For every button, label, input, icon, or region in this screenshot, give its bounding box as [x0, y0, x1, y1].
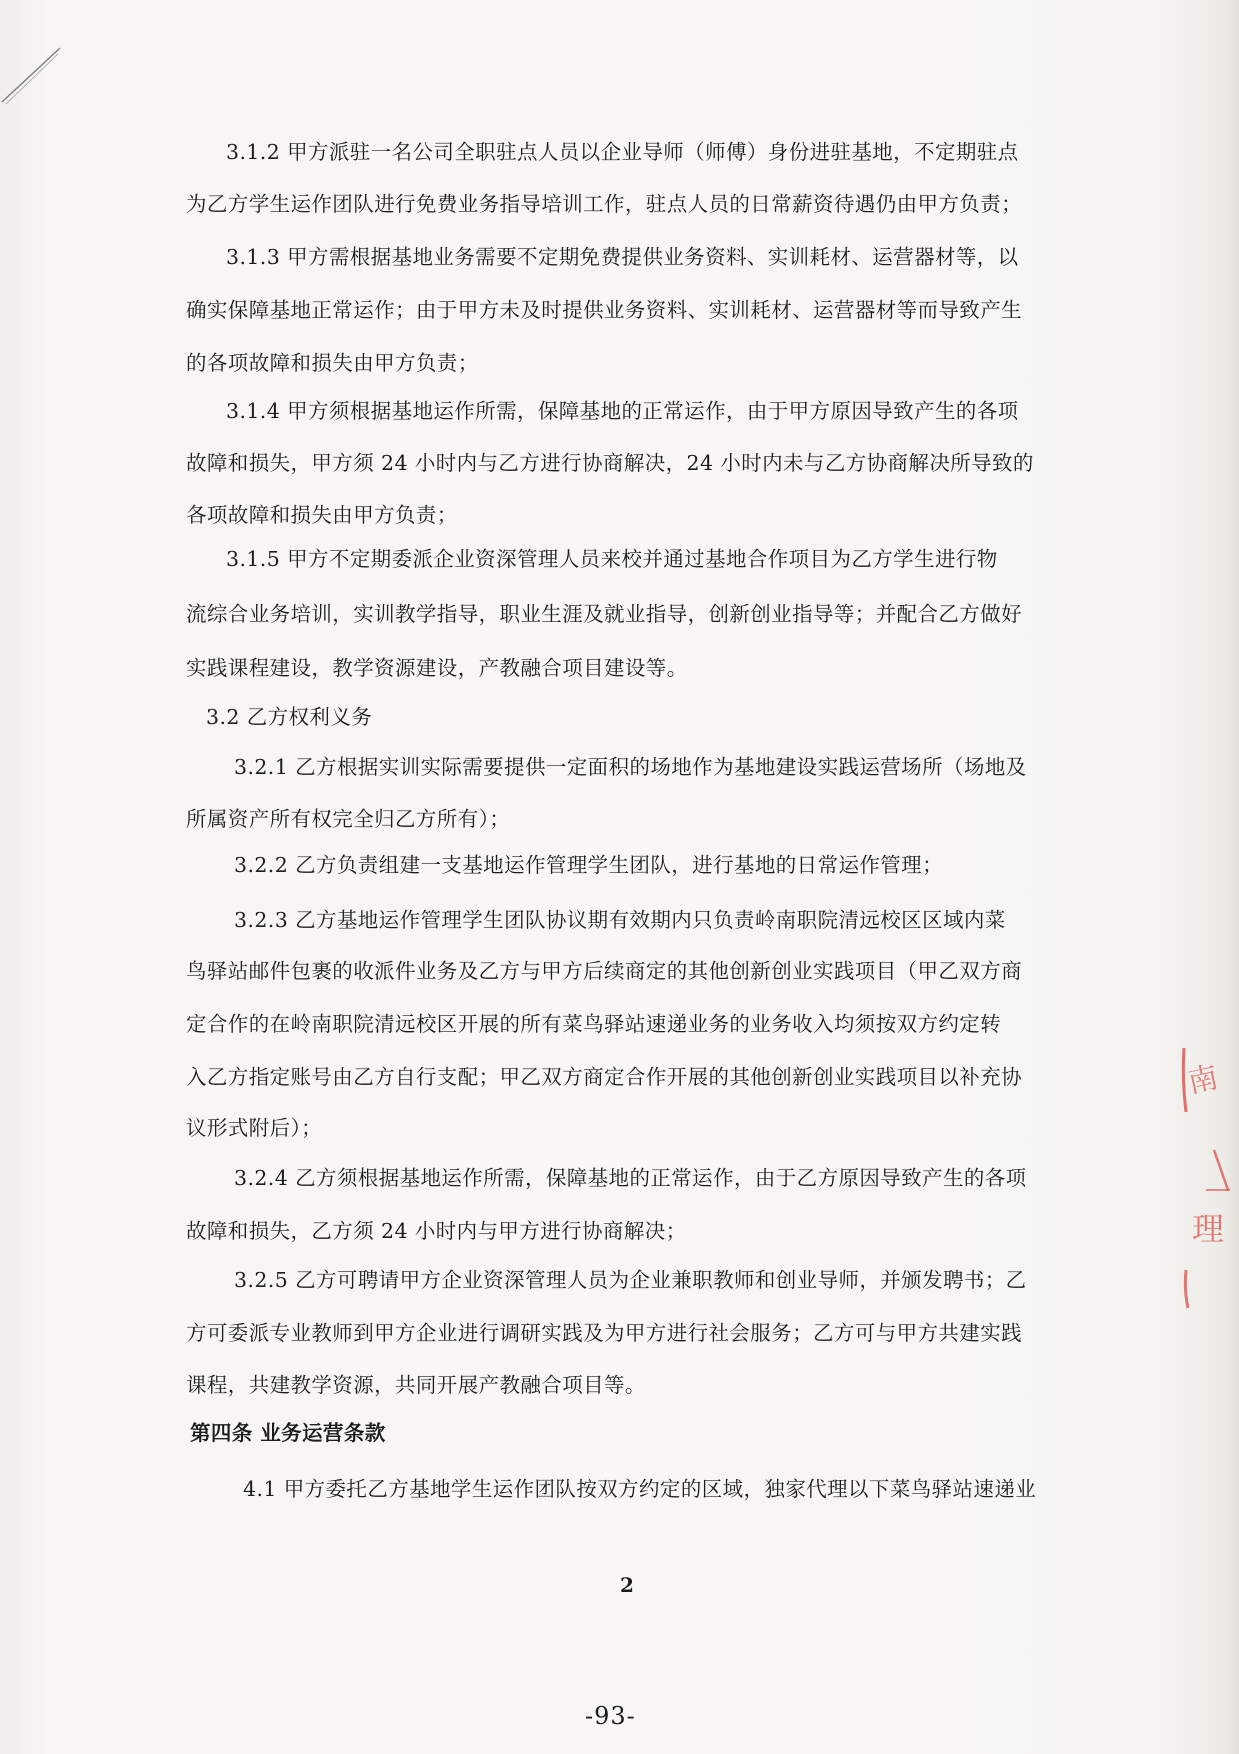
text-line: 议形式附后）；: [186, 1116, 323, 1140]
text-line: 3.2.5 乙方可聘请甲方企业资深管理人员为企业兼职教师和创业导师，并颁发聘书；乙: [234, 1268, 1027, 1292]
pencil-stroke-mark: [0, 40, 80, 110]
text-line: 各项故障和损失由甲方负责；: [186, 503, 458, 527]
footer-page-number: -93-: [585, 1702, 636, 1730]
svg-text:南: 南: [1184, 1060, 1222, 1101]
section-heading: 3.2 乙方权利义务: [206, 705, 373, 729]
text-line: 3.2.1 乙方根据实训实际需要提供一定面积的场地作为基地建设实践运营场所（场地及: [234, 755, 1027, 779]
text-line: 3.1.3 甲方需根据基地业务需要不定期免费提供业务资料、实训耗材、运营器材等，以: [226, 245, 1019, 269]
text-line: 入乙方指定账号由乙方自行支配；甲乙双方商定合作开展的其他创新创业实践项目以补充协: [186, 1065, 1022, 1089]
text-line: 故障和损失，甲方须 24 小时内与乙方进行协商解决，24 小时内未与乙方协商解决所导致的: [186, 451, 1034, 475]
text-line: 课程，共建教学资源，共同开展产教融合项目等。: [186, 1373, 646, 1397]
text-line: 定合作的在岭南职院清远校区开展的所有菜鸟驿站速递业务的业务收入均须按双方约定转: [186, 1012, 1002, 1036]
text-line: 鸟驿站邮件包裹的收派件业务及乙方与甲方后续商定的其他创新创业实践项目（甲乙双方商: [186, 959, 1022, 983]
text-line: 3.2.3 乙方基地运作管理学生团队协议期有效期内只负责岭南职院清远校区区域内菜: [234, 908, 1006, 932]
text-line: 确实保障基地正常运作；由于甲方未及时提供业务资料、实训耗材、运营器材等而导致产生: [186, 298, 1022, 322]
text-line: 故障和损失，乙方须 24 小时内与甲方进行协商解决；: [186, 1219, 687, 1243]
page-edge-shadow: [1225, 0, 1239, 1754]
text-line: 为乙方学生运作团队进行免费业务指导培训工作，驻点人员的日常薪资待遇仍由甲方负责；: [186, 192, 1022, 216]
text-line: 方可委派专业教师到甲方企业进行调研实践及为甲方进行社会服务；乙方可与甲方共建实践: [186, 1321, 1022, 1345]
text-line: 4.1 甲方委托乙方基地学生运作团队按双方约定的区域，独家代理以下菜鸟驿站速递业: [243, 1477, 1037, 1501]
text-line: 3.2.4 乙方须根据基地运作所需，保障基地的正常运作，由于乙方原因导致产生的各项: [234, 1166, 1027, 1190]
svg-text:理: 理: [1192, 1210, 1225, 1248]
text-line: 3.2.2 乙方负责组建一支基地运作管理学生团队，进行基地的日常运作管理；: [234, 853, 943, 877]
text-line: 的各项故障和损失由甲方负责；: [186, 351, 479, 375]
text-line: 流综合业务培训，实训教学指导，职业生涯及就业指导，创新创业指导等；并配合乙方做好: [186, 602, 1022, 626]
page-number: 2: [620, 1573, 634, 1597]
text-line: 所属资产所有权完全归乙方所有）；: [186, 807, 511, 831]
article-heading: 第四条 业务运营条款: [190, 1421, 386, 1445]
text-line: 3.1.2 甲方派驻一名公司全职驻点人员以企业导师（师傅）身份进驻基地，不定期驻点: [226, 140, 1019, 164]
text-line: 3.1.5 甲方不定期委派企业资深管理人员来校并通过基地合作项目为乙方学生进行物: [226, 547, 998, 571]
text-line: 实践课程建设，教学资源建设，产教融合项目建设等。: [186, 656, 688, 680]
text-line: 3.1.4 甲方须根据基地运作所需，保障基地的正常运作，由于甲方原因导致产生的各项: [226, 399, 1019, 423]
